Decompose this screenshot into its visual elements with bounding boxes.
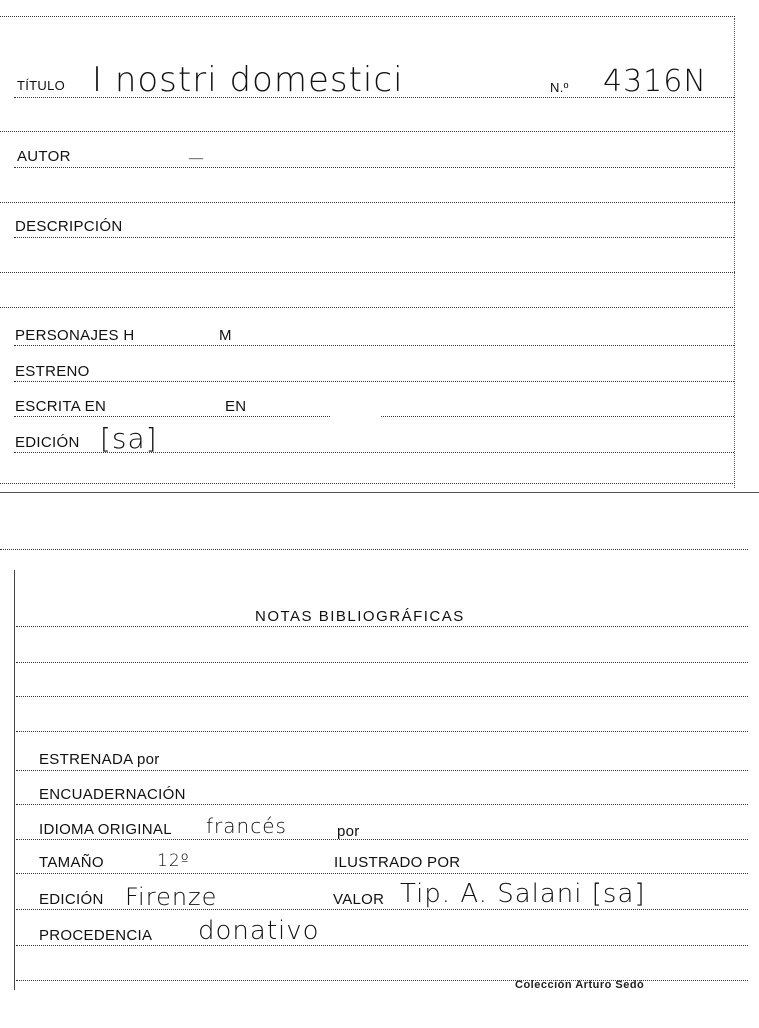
edicion-b-value: Firenze	[125, 883, 218, 911]
blank-line-6	[16, 696, 748, 697]
idioma-label: IDIOMA ORIGINAL	[39, 821, 172, 838]
notas-line	[16, 626, 748, 627]
por-label: por	[337, 823, 360, 840]
personajes-line	[14, 345, 734, 346]
titulo-value: I nostri domestici	[92, 60, 404, 100]
procedencia-value: donativo	[198, 916, 320, 946]
numero-value: 4316N	[603, 64, 707, 99]
edicion-b-label: EDICIÓN	[39, 891, 104, 908]
escrita-en-label: ESCRITA EN	[15, 398, 107, 415]
tamano-label: TAMAÑO	[39, 854, 104, 871]
catalog-card-bottom	[0, 540, 759, 1028]
titulo-label: TÍTULO	[17, 78, 66, 93]
autor-label: AUTOR	[17, 148, 71, 165]
blank-line-5	[16, 662, 748, 663]
smudge-mark	[330, 384, 382, 436]
procedencia-label: PROCEDENCIA	[39, 927, 153, 944]
bottom-dash-line	[0, 483, 735, 484]
ilustrado-label: ILUSTRADO POR	[334, 854, 461, 871]
valor-label: VALOR	[333, 891, 385, 908]
procedencia-line	[16, 945, 748, 946]
descripcion-line	[14, 237, 734, 238]
tamano-line	[16, 873, 748, 874]
top-edge-line	[0, 16, 735, 17]
bottom-card-top-edge	[0, 549, 748, 550]
encuadernacion-line	[16, 804, 748, 805]
autor-line	[14, 167, 734, 168]
estreno-label: ESTRENO	[15, 363, 90, 380]
left-edge-line	[14, 570, 15, 990]
estreno-line	[14, 381, 734, 382]
estrenada-label: ESTRENADA por	[39, 751, 160, 768]
notas-label: NOTAS BIBLIOGRÁFICAS	[255, 608, 465, 625]
numero-label: N.º	[550, 80, 569, 95]
descripcion-label: DESCRIPCIÓN	[15, 218, 123, 235]
blank-line-7	[16, 731, 748, 732]
edicion-line	[14, 452, 734, 453]
personajes-label: PERSONAJES H	[15, 327, 135, 344]
right-edge-line	[734, 18, 735, 488]
titulo-line	[14, 97, 734, 98]
idioma-line	[16, 839, 748, 840]
encuadernacion-label: ENCUADERNACIÓN	[39, 786, 186, 803]
edicion-label: EDICIÓN	[15, 434, 80, 451]
collection-footer: Colección Arturo Sedó	[515, 979, 645, 991]
edicion-value: [sa]	[100, 422, 158, 455]
blank-line-2	[0, 202, 735, 203]
edicion-b-line	[16, 909, 748, 910]
valor-value: Tip. A. Salani [sa]	[400, 879, 646, 909]
personajes-m-label: M	[219, 327, 232, 344]
card-top-cut-edge	[0, 492, 759, 493]
blank-line-1	[0, 131, 735, 132]
tamano-value: 12º	[157, 851, 190, 871]
blank-line-3	[0, 272, 735, 273]
estrenada-line	[16, 770, 748, 771]
blank-line-4	[0, 307, 735, 308]
catalog-card-top	[0, 0, 759, 495]
autor-value: —	[188, 148, 205, 167]
escrita-en2-label: EN	[225, 398, 247, 415]
idioma-value: francés	[206, 814, 287, 838]
